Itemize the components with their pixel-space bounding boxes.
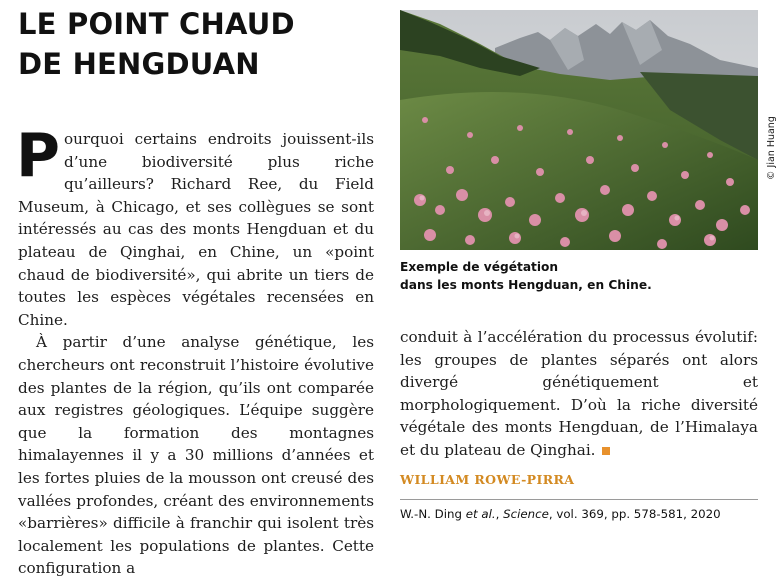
caption-line-1: Exemple de végétation <box>400 260 559 274</box>
paragraph-1-text: ourquoi certains endroits jouissent-ils d’une biodiversité plus riche qu’ailleurs? Richard Ree, du Field Museum, à Chicago, et ses collègues se sont intéressés au cas des monts Hengduan et du plateau de Qinghai, en Chine, un «point chaud de biodiversité», qui abrite un tiers de toutes les espèces végétales recensées en Chine. <box>18 130 374 329</box>
mountain-meadow-illustration <box>400 10 758 250</box>
end-mark-square-icon <box>602 447 610 455</box>
body-column-left <box>16 121 374 580</box>
photo-credit: © Jian Huang <box>766 116 777 180</box>
paragraph-1 <box>16 121 374 331</box>
article-title <box>18 4 388 84</box>
vegetation-photo <box>400 10 758 250</box>
drop-cap: P <box>16 121 60 191</box>
caption-line-2: dans les monts Hengduan, en Chine. <box>400 278 652 292</box>
reference-etal: et al. <box>465 507 496 521</box>
reference-details: , vol. 369, pp. 578-581, 2020 <box>548 507 721 521</box>
title-line-1: LE POINT CHAUD <box>18 7 295 41</box>
paragraph-3 <box>400 326 758 462</box>
divider <box>400 499 758 500</box>
reference-authors: W.-N. Ding <box>400 507 466 521</box>
paragraph-3-text: conduit à l’accélération du processus évolutif: les groupes de plantes séparés ont alors divergé génétiquement et morphologiquement. D’où la riche diversité végétale des monts Hengduan, de l’Himalaya et du plateau de Qinghai. <box>400 328 758 459</box>
body-column-right <box>400 326 758 462</box>
reference: W.-N. Ding et al., Science, vol. 369, pp. 578-581, 2020 <box>400 507 721 521</box>
paragraph-2: À partir d’une analyse génétique, les chercheurs ont reconstruit l’histoire évolutive des plantes de la région, qu’ils ont comparée aux registres géologiques. L’équipe suggère que la formation des montagnes himalayennes il y a 30 millions d’années et les fortes pluies de la mousson ont creusé des vallées profondes, créant des environnements «barrières» difficile à franchir qui isolent très localement les populations de plantes. Cette configuration a <box>18 333 374 578</box>
photo-caption <box>400 258 760 294</box>
author-name: WILLIAM ROWE-PIRRA <box>400 472 575 487</box>
reference-journal: Science <box>503 507 549 521</box>
title-line-2: DE HENGDUAN <box>18 47 260 81</box>
